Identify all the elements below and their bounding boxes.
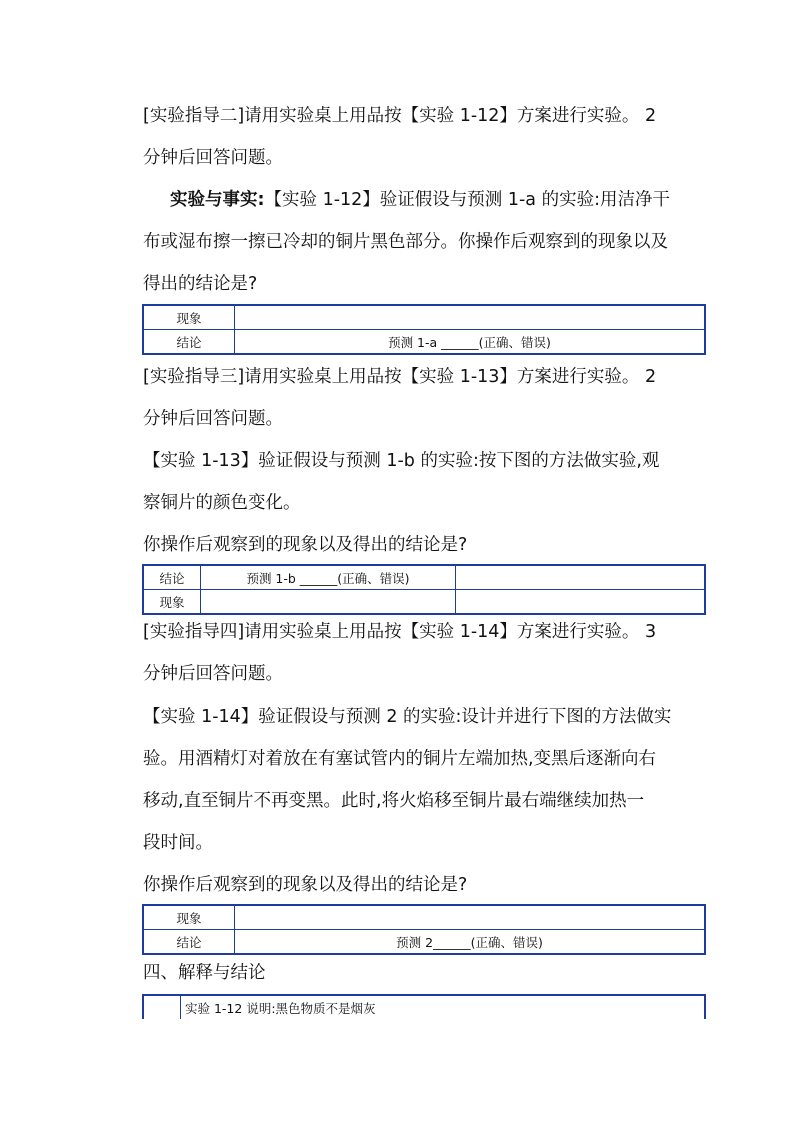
table-exp14 — [142, 904, 706, 955]
exp14-line4: 段时间。 — [143, 833, 213, 853]
exp12-line3: 得出的结论是? — [143, 274, 258, 294]
table-cell-label: 现象 — [143, 590, 201, 615]
exp14-question: 你操作后观察到的现象以及得出的结论是? — [143, 875, 468, 895]
exp12-line1-rest: 【实验 1-12】验证假设与预测 1-a 的实验:用洁净干 — [264, 190, 670, 210]
exp13-question: 你操作后观察到的现象以及得出的结论是? — [143, 535, 468, 555]
table-cell-label: 结论 — [143, 330, 235, 355]
table-row — [143, 930, 705, 955]
exp13-line1: 【实验 1-13】验证假设与预测 1-b 的实验:按下图的方法做实验,观 — [143, 451, 660, 471]
table-conclusions — [142, 994, 706, 1019]
exp12-line1 — [143, 179, 708, 221]
table-cell-value[interactable] — [235, 905, 706, 930]
section4-heading: 四、解释与结论 — [143, 963, 266, 983]
table-row — [143, 330, 705, 355]
exp14-line1: 【实验 1-14】验证假设与预测 2 的实验:设计并进行下图的方法做实 — [143, 707, 672, 727]
exp14-line2: 验。用酒精灯对着放在有塞试管内的铜片左端加热,变黑后逐渐向右 — [143, 749, 657, 769]
table-cell-label: 结论 — [143, 565, 201, 590]
table-cell-label: 现象 — [143, 905, 235, 930]
guide2-line2: 分钟后回答问题。 — [143, 148, 283, 168]
table-exp13 — [142, 564, 706, 615]
guide3-line2: 分钟后回答问题。 — [143, 409, 283, 429]
guide2-line1: [实验指导二]请用实验桌上用品按【实验 1-12】方案进行实验。 2 — [143, 106, 657, 126]
guide4-line2: 分钟后回答问题。 — [143, 664, 283, 684]
table-exp12 — [142, 304, 706, 355]
table-cell-value[interactable]: 预测 1-a ______(正确、错误) — [235, 330, 706, 355]
exp13-line2: 察铜片的颜色变化。 — [143, 493, 301, 513]
table-cell-label: 现象 — [143, 305, 235, 330]
table-row — [143, 995, 705, 1019]
table-cell-empty — [143, 995, 181, 1019]
exp12-label: 实验与事实: — [170, 190, 265, 210]
table-cell-value: 实验 1-12 说明:黑色物质不是烟灰 — [181, 995, 706, 1019]
guide3-line1: [实验指导三]请用实验桌上用品按【实验 1-13】方案进行实验。 2 — [143, 367, 657, 387]
table-cell-empty[interactable] — [456, 565, 706, 590]
table-cell-value[interactable]: 预测 2______(正确、错误) — [235, 930, 706, 955]
exp12-line2: 布或湿布擦一擦已冷却的铜片黑色部分。你操作后观察到的现象以及 — [143, 232, 668, 252]
table-row — [143, 565, 705, 590]
table-cell-value[interactable] — [235, 305, 706, 330]
table-row — [143, 905, 705, 930]
exp14-line3: 移动,直至铜片不再变黑。此时,将火焰移至铜片最右端继续加热一 — [143, 791, 645, 811]
table-cell-label: 结论 — [143, 930, 235, 955]
table-row — [143, 305, 705, 330]
guide4-line1: [实验指导四]请用实验桌上用品按【实验 1-14】方案进行实验。 3 — [143, 622, 657, 642]
table-cell-value[interactable]: 预测 1-b ______(正确、错误) — [201, 565, 456, 590]
